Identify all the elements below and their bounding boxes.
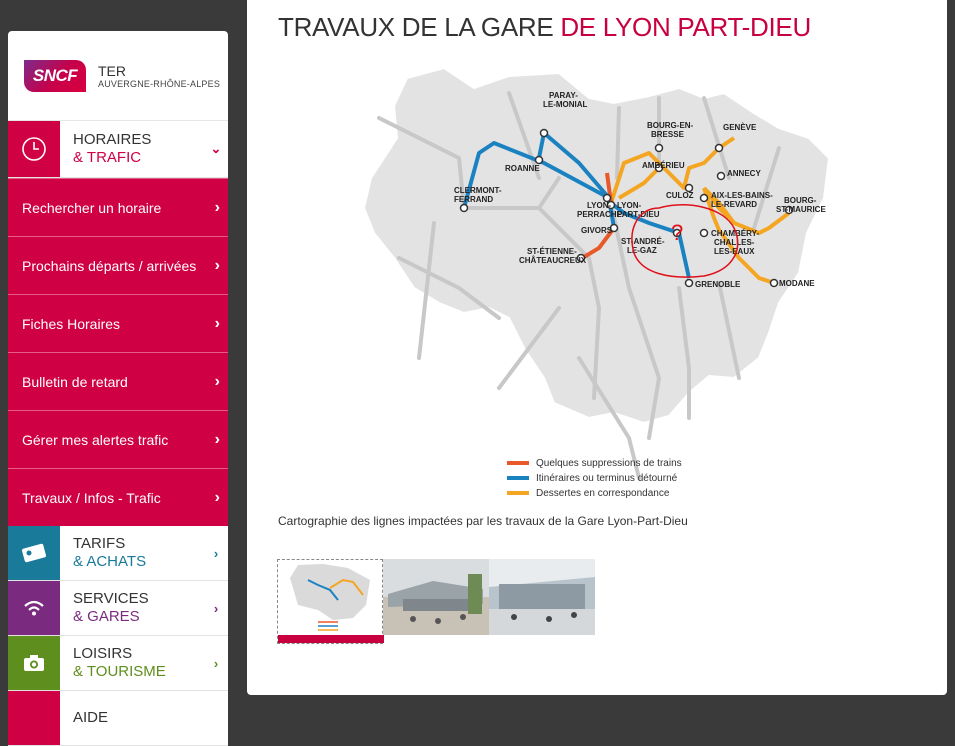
sidebar-item-travaux-infos[interactable]	[8, 468, 228, 526]
section-sublabel: & TRAFIC	[73, 149, 142, 166]
sidebar-item-label: Travaux / Infos - Trafic	[22, 489, 161, 506]
station-bsm: BOURG-ST-MAURICE	[776, 196, 826, 214]
sncf-logo: SNCF	[24, 60, 86, 92]
section-label: SERVICES	[73, 590, 149, 607]
section-label: LOISIRS	[73, 645, 133, 662]
sidebar-item-rechercher[interactable]	[8, 178, 228, 236]
section-tarifs-achats[interactable]	[8, 526, 228, 581]
section-horaires-trafic[interactable]	[8, 121, 228, 178]
station-amberieu: AMBÉRIEU	[642, 161, 685, 170]
station-partdieu: LYON-PART-DIEU	[617, 201, 660, 219]
brand-name: TER	[98, 62, 126, 79]
section-aide[interactable]	[8, 691, 228, 746]
station-chambery: CHAMBÉRY-CHALLES-LES-EAUX	[711, 229, 760, 256]
station-grenoble: GRENOBLE	[695, 280, 741, 289]
chevron-right-icon: ›	[213, 655, 219, 671]
station-paray: PARAY-LE-MONIAL	[543, 91, 588, 109]
chevron-right-icon: ›	[214, 372, 220, 390]
sidebar-item-label: Gérer mes alertes trafic	[22, 431, 169, 448]
station-culoz: CULOZ	[666, 191, 694, 200]
sidebar-item-label: Fiches Horaires	[22, 315, 121, 332]
station-geneve: GENÈVE	[723, 123, 757, 132]
page-title: TRAVAUX DE LA GARE DE LYON PART-DIEU	[278, 12, 811, 42]
brand-region: AUVERGNE-RHÔNE-ALPES	[98, 78, 221, 89]
map-legend	[507, 458, 682, 499]
section-sublabel: & TOURISME	[73, 663, 166, 680]
wifi-icon	[8, 581, 60, 635]
station-perrache: LYON-PERRACHE	[577, 201, 622, 219]
annotation-question-mark: ?	[671, 220, 684, 245]
chevron-right-icon: ›	[214, 430, 220, 448]
section-sublabel: & ACHATS	[73, 553, 147, 570]
ticket-icon	[8, 526, 60, 580]
station-standre: ST-ANDRÉ-LE-GAZ	[621, 237, 665, 255]
station-roanne: ROANNE	[505, 164, 540, 173]
station-stetienne: ST-ÉTIENNE-CHÂTEAUCREUX	[519, 247, 587, 265]
section-label: AIDE	[73, 709, 109, 726]
sidebar-item-prochains-departs[interactable]	[8, 236, 228, 294]
station-clermont: CLERMONT-FERRAND	[454, 186, 502, 204]
sidebar-item-label: Bulletin de retard	[22, 373, 128, 390]
station-modane: MODANE	[779, 279, 815, 288]
chevron-right-icon: ›	[214, 488, 220, 506]
section-label: HORAIRES	[73, 131, 152, 148]
station-givors: GIVORS	[581, 226, 613, 235]
station-aix: AIX-LES-BAINS-LE-REVARD	[711, 191, 773, 209]
section-sublabel: & GARES	[73, 608, 140, 625]
thumbnail-map[interactable]	[277, 559, 383, 644]
active-indicator	[278, 635, 384, 643]
chevron-right-icon: ›	[214, 256, 220, 274]
sidebar-item-fiches-horaires[interactable]	[8, 294, 228, 352]
clock-icon	[8, 121, 60, 177]
brand-header[interactable]	[8, 31, 228, 121]
thumbnail-concourse-render[interactable]	[489, 559, 595, 635]
legend-item: Dessertes en correspondance	[536, 488, 670, 499]
legend-item: Quelques suppressions de trains	[536, 458, 682, 469]
sidebar-item-alertes-trafic[interactable]	[8, 410, 228, 468]
chevron-right-icon: ›	[214, 198, 220, 216]
sidebar	[8, 31, 228, 726]
chevron-right-icon: ›	[214, 314, 220, 332]
chevron-right-icon: ›	[213, 545, 219, 561]
help-icon	[8, 691, 60, 745]
chevron-down-icon: ⌄	[210, 141, 222, 156]
section-loisirs-tourisme[interactable]	[8, 636, 228, 691]
camera-icon	[8, 636, 60, 690]
section-services-gares[interactable]	[8, 581, 228, 636]
chevron-right-icon: ›	[213, 600, 219, 616]
station-annecy: ANNECY	[727, 169, 761, 178]
sidebar-item-label: Rechercher un horaire	[22, 199, 162, 216]
main-content	[247, 0, 947, 695]
network-map[interactable]	[359, 58, 839, 508]
station-bourg: BOURG-EN-BRESSE	[647, 121, 694, 139]
thumbnail-gallery	[277, 559, 595, 644]
map-caption: Cartographie des lignes impactées par les travaux de la Gare Lyon-Part-Dieu	[278, 514, 688, 528]
legend-item: Itinéraires ou terminus détourné	[536, 473, 678, 484]
sidebar-item-bulletin-retard[interactable]	[8, 352, 228, 410]
sidebar-item-label: Prochains départs / arrivées	[22, 257, 197, 274]
thumbnail-station-render[interactable]	[383, 559, 489, 635]
section-label: TARIFS	[73, 535, 126, 552]
